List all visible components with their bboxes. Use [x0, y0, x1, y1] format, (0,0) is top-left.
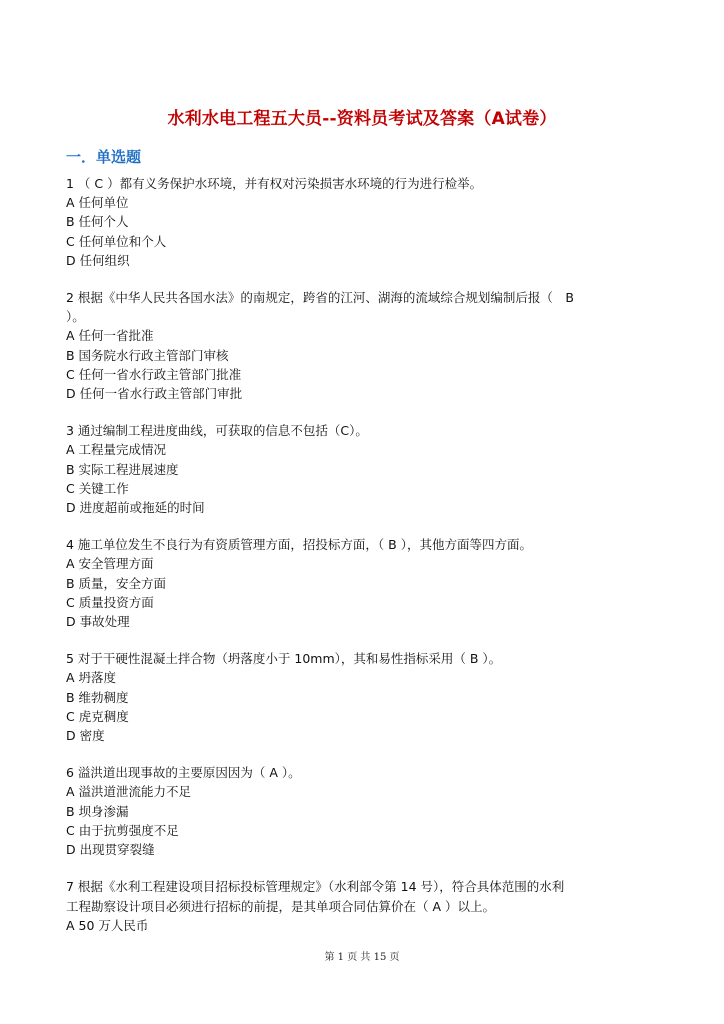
- answer-option: D 任何一省水行政主管部门审批: [66, 386, 243, 402]
- answer-option: B 任何个人: [66, 214, 129, 230]
- question-list: [66, 174, 664, 953]
- question-block: [66, 288, 664, 403]
- answer-option: D 任何组织: [66, 252, 130, 268]
- question-block: [66, 763, 664, 859]
- question-stem: ）。: [66, 309, 85, 325]
- question-block: [66, 649, 664, 745]
- answer-option: A 50 万人民币: [66, 917, 149, 933]
- question-stem: 工程勘察设计项目必须进行招标的前提，是其单项合同估算价在（ A ）以上。: [66, 898, 495, 914]
- answer-option: A 坍落度: [66, 670, 117, 686]
- question-stem: 2 根据《中华人民共各国水法》的南规定，跨省的江河、湖海的流域综合规划编制后报（ B: [66, 290, 575, 306]
- question-block: [66, 877, 664, 935]
- question-block: [66, 174, 664, 270]
- answer-option: A 任何一省批准: [66, 328, 154, 344]
- answer-option: D 进度超前或拖延的时间: [66, 500, 205, 516]
- answer-option: C 质量投资方面: [66, 594, 154, 610]
- page-footer: 第 1 页 共 15 页: [324, 952, 400, 963]
- answer-option: B 维勃稠度: [66, 689, 129, 705]
- question-stem: 3 通过编制工程进度曲线，可获取的信息不包括（C）。: [66, 423, 368, 439]
- question-stem: 1 （ C ）都有义务保护水环境，并有权对污染损害水环境的行为进行检举。: [66, 176, 483, 191]
- question-stem: 7 根据《水利工程建设项目招标投标管理规定》（水利部令第 14 号），符合具体范围的水利: [66, 879, 565, 895]
- document-title: 水利水电工程五大员--资料员考试及答案（A试卷）: [167, 109, 557, 129]
- answer-option: C 任何单位和个人: [66, 233, 167, 249]
- answer-option: C 任何一省水行政主管部门批准: [66, 366, 242, 382]
- answer-option: D 出现贯穿裂缝: [66, 842, 155, 858]
- question-block: [66, 421, 664, 517]
- answer-option: B 实际工程进展速度: [66, 461, 179, 477]
- question-stem: 4 施工单位发生不良行为有资质管理方面，招投标方面，（ B ），其他方面等四方面。: [66, 537, 532, 553]
- answer-option: A 任何单位: [66, 195, 129, 211]
- answer-option: A 溢洪道泄流能力不足: [66, 784, 192, 800]
- answer-option: D 事故处理: [66, 614, 130, 630]
- answer-option: B 国务院水行政主管部门审核: [66, 347, 229, 363]
- answer-option: C 虎克稠度: [66, 708, 129, 724]
- answer-option: A 工程量完成情况: [66, 442, 167, 458]
- section-heading: 一．单选题: [66, 148, 142, 166]
- answer-option: A 安全管理方面: [66, 556, 154, 572]
- question-stem: 5 对于干硬性混凝土拌合物（坍落度小于 10mm），其和易性指标采用（ B ）。: [66, 651, 502, 667]
- question-block: [66, 535, 664, 631]
- answer-option: B 质量，安全方面: [66, 575, 167, 591]
- answer-option: C 由于抗剪强度不足: [66, 822, 179, 838]
- question-stem: 6 溢洪道出现事故的主要原因因为（ A ）。: [66, 765, 301, 781]
- answer-option: D 密度: [66, 728, 105, 744]
- answer-option: C 关键工作: [66, 480, 129, 496]
- answer-option: B 坝身渗漏: [66, 803, 129, 819]
